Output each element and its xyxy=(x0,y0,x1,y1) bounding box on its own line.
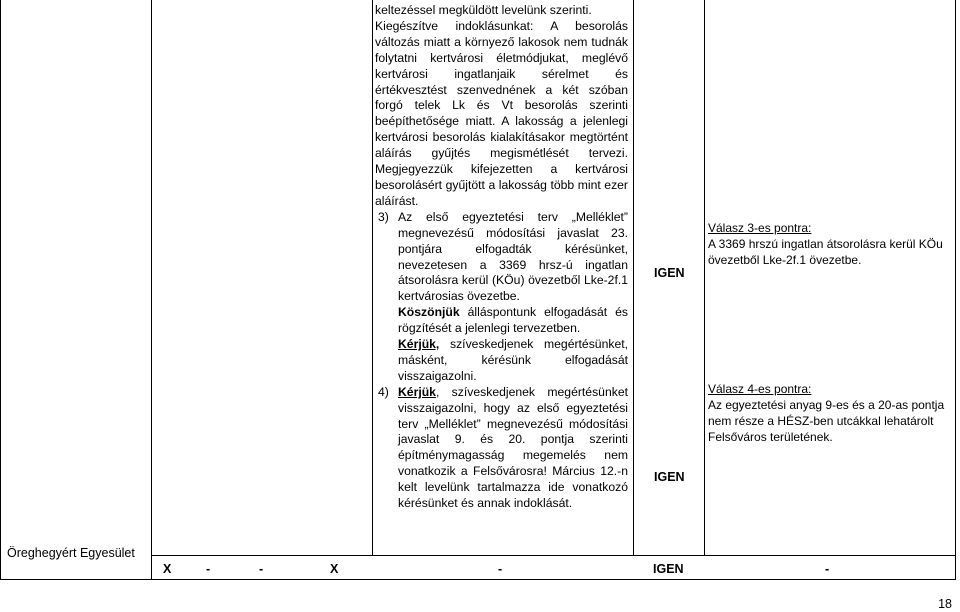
summary-cell-6: IGEN xyxy=(653,562,684,576)
item-3-ask-rest: szíveskedjenek megértésünket, másként, kérésünk elfogadását visszaigazolni. xyxy=(398,337,628,383)
main-text-cell xyxy=(375,3,628,512)
row-divider-summary xyxy=(151,555,956,556)
item-4-ask: Kérjük xyxy=(398,384,436,399)
col-divider-4 xyxy=(704,0,705,556)
item-4 xyxy=(375,385,628,512)
organization-name: Öreghegyért Egyesület xyxy=(7,546,135,560)
answer-3-title: Válasz 3-es pontra: xyxy=(708,221,812,235)
item-3-thanks-rest: álláspontunk elfogadását és rögzítését a jelenlegi tervezetben. xyxy=(398,305,628,336)
item-3-number: 3) xyxy=(378,209,389,224)
summary-cell-2: - xyxy=(206,562,211,576)
col-divider-1 xyxy=(151,0,152,579)
summary-cell-4: X xyxy=(330,562,339,576)
item-3 xyxy=(375,210,628,385)
summary-cell-5: - xyxy=(498,562,503,576)
answer-4-title: Válasz 4-es pontra: xyxy=(708,382,812,396)
answer-4-text: Az egyeztetési anyag 9-es és a 20-as pontja nem része a HÉSZ-ben utcákkal lehatárolt Felsőváros területének. xyxy=(708,398,945,444)
main-kiegeszites: Kiegészítve indoklásunkat: A besorolás változás miatt a környező lakosok nem tudnák folytatni kertvárosi életmódjukat, meglévő kertvárosi ingatlanjaik sérelmet és értékvesztést szenvednének a két szóban forgó telek Lk és Vt besorolás szerinti beépíthetősége miatt. A lakosság a jelenlegi kertvárosi besorolás kialakításakor megtörtént aláírás gyűjtés megismétlését tervezi. Megjegyezzük kifejezetten a kertvárosi besorolásért gyűjtött a lakosság több mint ezer aláírást. xyxy=(375,18,628,208)
igen-label-item-3: IGEN xyxy=(654,266,685,280)
col-divider-3 xyxy=(633,0,634,556)
answer-3-text: A 3369 hrszú ingatlan átsorolásra kerül KÖu övezetből Lke-2f.1 övezetbe. xyxy=(708,237,943,267)
item-3-ask: Kérjük, xyxy=(398,337,440,352)
col-divider-2 xyxy=(372,0,373,556)
item-4-ask-rest: , szíveskedjenek megértésünket visszaigazolni, hogy az első egyeztetési terv „Melléklet” megnevezésű módosítási javaslat 9. és 20. pontja szerinti építménymagasság megemelés nem vonatkozik a Felsővárosra! Március 12.-n kelt levelünk tartalmazza ide vonatkozó kérésünket és annak indoklását. xyxy=(398,384,628,511)
answer-3 xyxy=(708,220,952,268)
summary-cell-1: X xyxy=(163,562,172,576)
summary-cell-7: - xyxy=(825,562,830,576)
summary-cell-3: - xyxy=(259,562,264,576)
item-4-number: 4) xyxy=(378,384,389,399)
answer-4 xyxy=(708,381,952,445)
item-3-text: Az első egyeztetési terv „Melléklet” megnevezésű módosítási javaslat 23. pontjára elfogadták kérésünket, nevezetesen a 3369 hrsz-ú ingatlan átsorolásra kerül (KÖu) övezetből Lke-2f.1 kertvárosias övezetbe. xyxy=(398,209,628,304)
igen-label-item-4: IGEN xyxy=(654,470,685,484)
main-first-line: keltezéssel megküldött levelünk szerinti. xyxy=(375,3,592,17)
item-3-thanks: Köszönjük xyxy=(398,305,460,320)
page-number: 18 xyxy=(938,597,952,611)
